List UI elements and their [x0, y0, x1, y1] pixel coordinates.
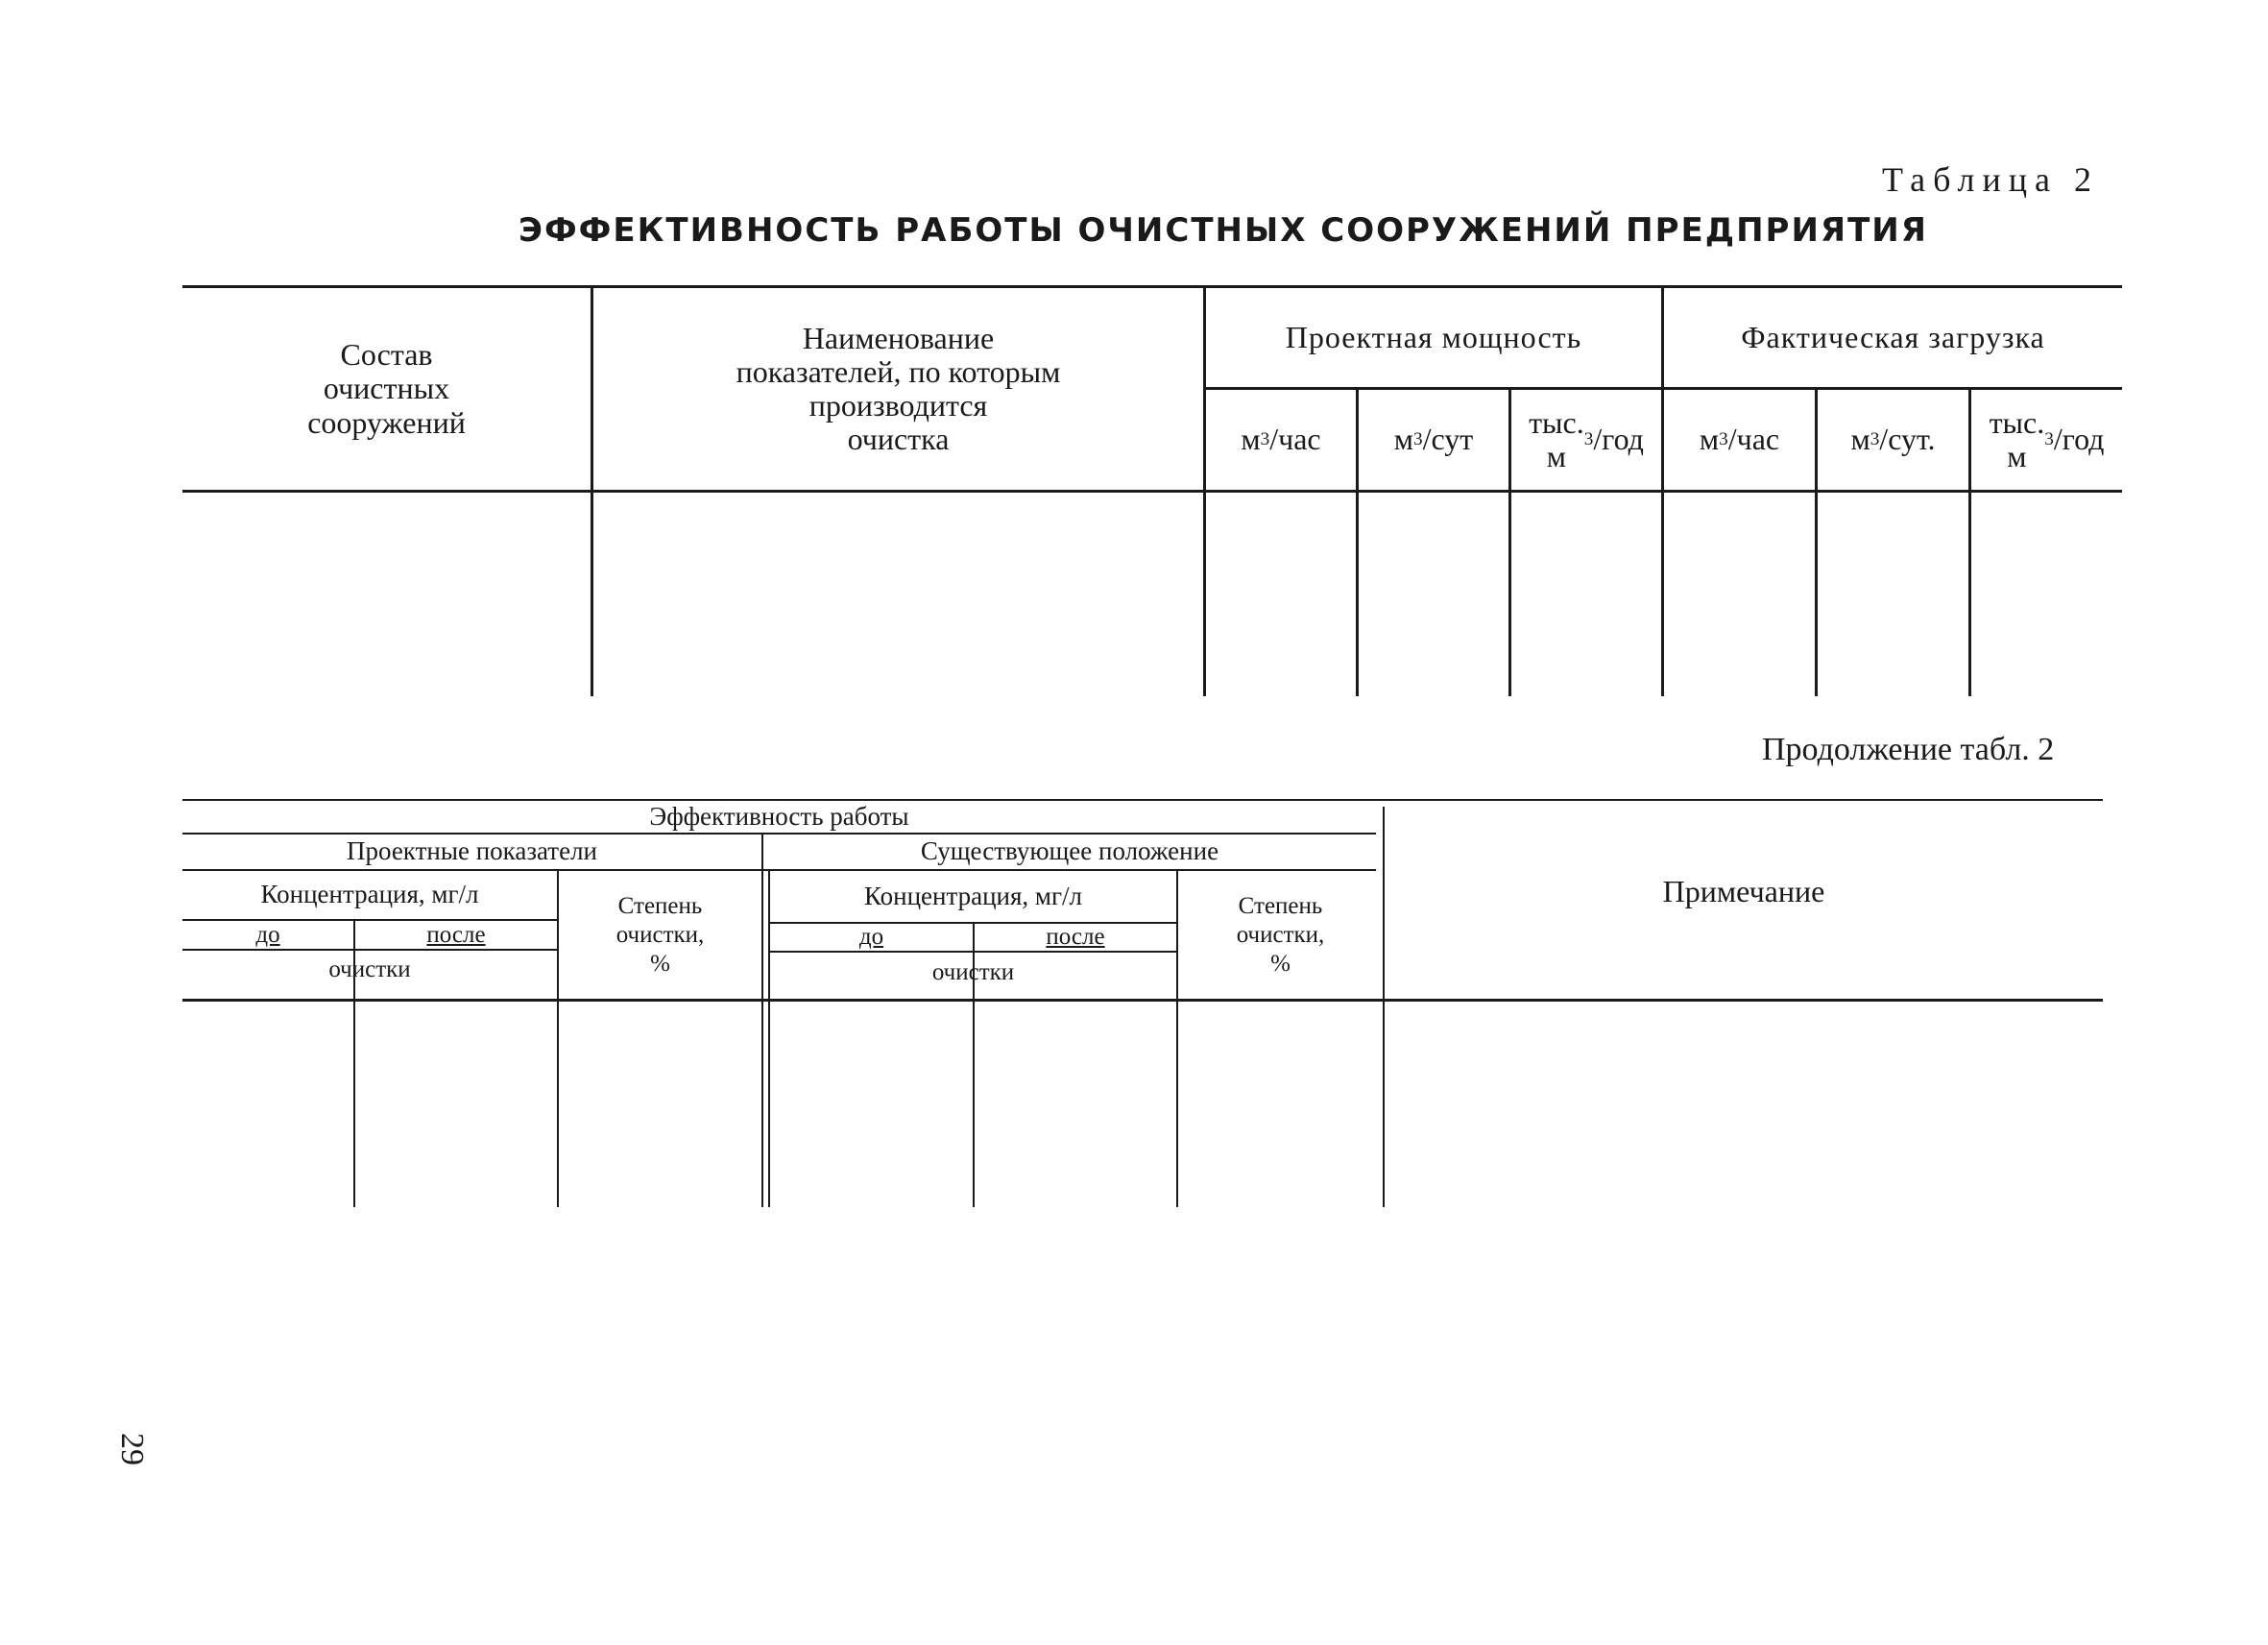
unit-text: /сут. [1879, 422, 1936, 457]
unit-text: /год [1593, 422, 1644, 457]
header-indicators: Наименование показателей, по которым производится очистка [736, 320, 1061, 457]
unit-actual-hour: м 3 /час [1699, 422, 1780, 457]
unit-text: /сут [1422, 422, 1474, 457]
unit-text: тыс. м [1989, 404, 2045, 473]
header-degree-existing: Степень очистки, % [1236, 892, 1325, 977]
table-2-col-divider [761, 833, 763, 1207]
header-concentration-design: Концентрация, мг/л [260, 880, 479, 909]
unit-text: тыс. м [1529, 404, 1584, 473]
page-number: 29 [114, 1433, 150, 1465]
continuation-label: Продолжение табл. 2 [1762, 732, 2055, 767]
header-actual-load: Фактическая загрузка [1741, 319, 2045, 354]
unit-design-day: м 3 /сут [1393, 422, 1474, 457]
header-note: Примечание [1662, 874, 1825, 909]
header-cleaning-design: очистки [328, 956, 411, 983]
unit-text: м [1241, 422, 1261, 457]
unit-design-year: тыс. м 3 /год [1529, 404, 1644, 473]
table-1-header-bottom-rule [182, 490, 2122, 493]
header-cleaning-existing: очистки [931, 959, 1015, 986]
header-efficiency: Эффективность работы [649, 801, 909, 831]
unit-design-hour: м 3 /час [1241, 422, 1321, 457]
header-composition: Состав очистных сооружений [307, 337, 466, 440]
header-after-existing: после [1046, 924, 1105, 951]
unit-text: /час [1269, 422, 1321, 457]
unit-text: /час [1727, 422, 1780, 457]
table-label: Таблица 2 [1882, 160, 2099, 199]
unit-text: м [1850, 422, 1870, 457]
header-existing-state: Существующее положение [920, 836, 1219, 866]
header-design-capacity: Проектная мощность [1285, 319, 1582, 354]
header-degree-design: Степень очистки, % [615, 892, 705, 977]
unit-text: м [1699, 422, 1720, 457]
table-2-header-bottom-rule [182, 999, 2103, 1002]
header-before-existing: до [858, 924, 884, 951]
unit-actual-year: тыс. м 3 /год [1989, 404, 2105, 473]
header-concentration-existing: Концентрация, мг/л [863, 881, 1083, 910]
header-design-indicators: Проектные показатели [347, 836, 597, 866]
unit-text: /год [2053, 422, 2105, 457]
unit-text: м [1393, 422, 1413, 457]
header-before-design: до [255, 921, 280, 948]
unit-actual-day: м 3 /сут. [1850, 422, 1936, 457]
header-after-design: после [426, 921, 486, 948]
page-title: ЭФФЕКТИВНОСТЬ РАБОТЫ ОЧИСТНЫХ СООРУЖЕНИЙ ПРЕДПРИЯТИЯ [519, 211, 1928, 250]
